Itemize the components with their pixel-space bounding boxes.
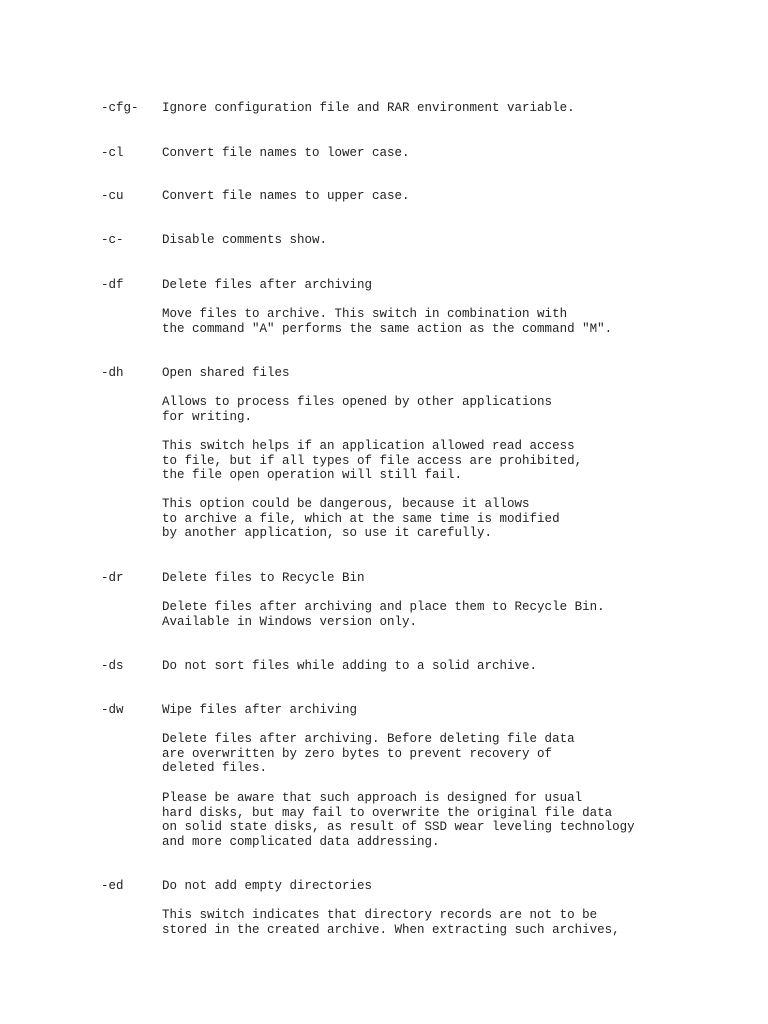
switch-name: -ds — [101, 659, 124, 673]
switch-title: Open shared files — [162, 366, 290, 380]
switch-name: -cl — [101, 146, 124, 160]
switch-name: -dw — [101, 703, 124, 717]
switch-name: -cfg- — [101, 101, 139, 115]
switch-title: Ignore configuration file and RAR environment variable. — [162, 101, 575, 115]
switch-name: -ed — [101, 879, 124, 893]
switch-title: Convert file names to upper case. — [162, 189, 410, 203]
switch-paragraph: This option could be dangerous, because it allows to archive a file, which at the same time is modified by another application, so use it carefully. — [162, 497, 560, 541]
switch-paragraph: This switch indicates that directory records are not to be stored in the created archive. When extracting such archives, — [162, 908, 620, 937]
switch-title: Wipe files after archiving — [162, 703, 358, 717]
switch-title: Delete files to Recycle Bin — [162, 571, 365, 585]
switch-name: -df — [101, 278, 124, 292]
switch-title: Do not sort files while adding to a solid archive. — [162, 659, 538, 673]
switch-name: -dr — [101, 571, 124, 585]
switch-paragraph: Please be aware that such approach is designed for usual hard disks, but may fail to overwrite the original file data on solid state disks, as result of SSD wear leveling technology and more complicated data addressing. — [162, 791, 635, 850]
switch-paragraph: Move files to archive. This switch in combination with the command "A" performs the same action as the command "M". — [162, 307, 613, 336]
switch-name: -dh — [101, 366, 124, 380]
switch-title: Disable comments show. — [162, 233, 328, 247]
switch-paragraph: Delete files after archiving. Before deleting file data are overwritten by zero bytes to prevent recovery of deleted files. — [162, 732, 575, 776]
switch-name: -cu — [101, 189, 124, 203]
switch-title: Do not add empty directories — [162, 879, 373, 893]
switch-title: Convert file names to lower case. — [162, 146, 410, 160]
switch-paragraph: This switch helps if an application allowed read access to file, but if all types of file access are prohibited, the file open operation will still fail. — [162, 439, 583, 483]
switch-name: -c- — [101, 233, 124, 247]
switch-paragraph: Delete files after archiving and place them to Recycle Bin. Available in Windows version only. — [162, 600, 605, 629]
switch-paragraph: Allows to process files opened by other applications for writing. — [162, 395, 553, 424]
switch-title: Delete files after archiving — [162, 278, 373, 292]
